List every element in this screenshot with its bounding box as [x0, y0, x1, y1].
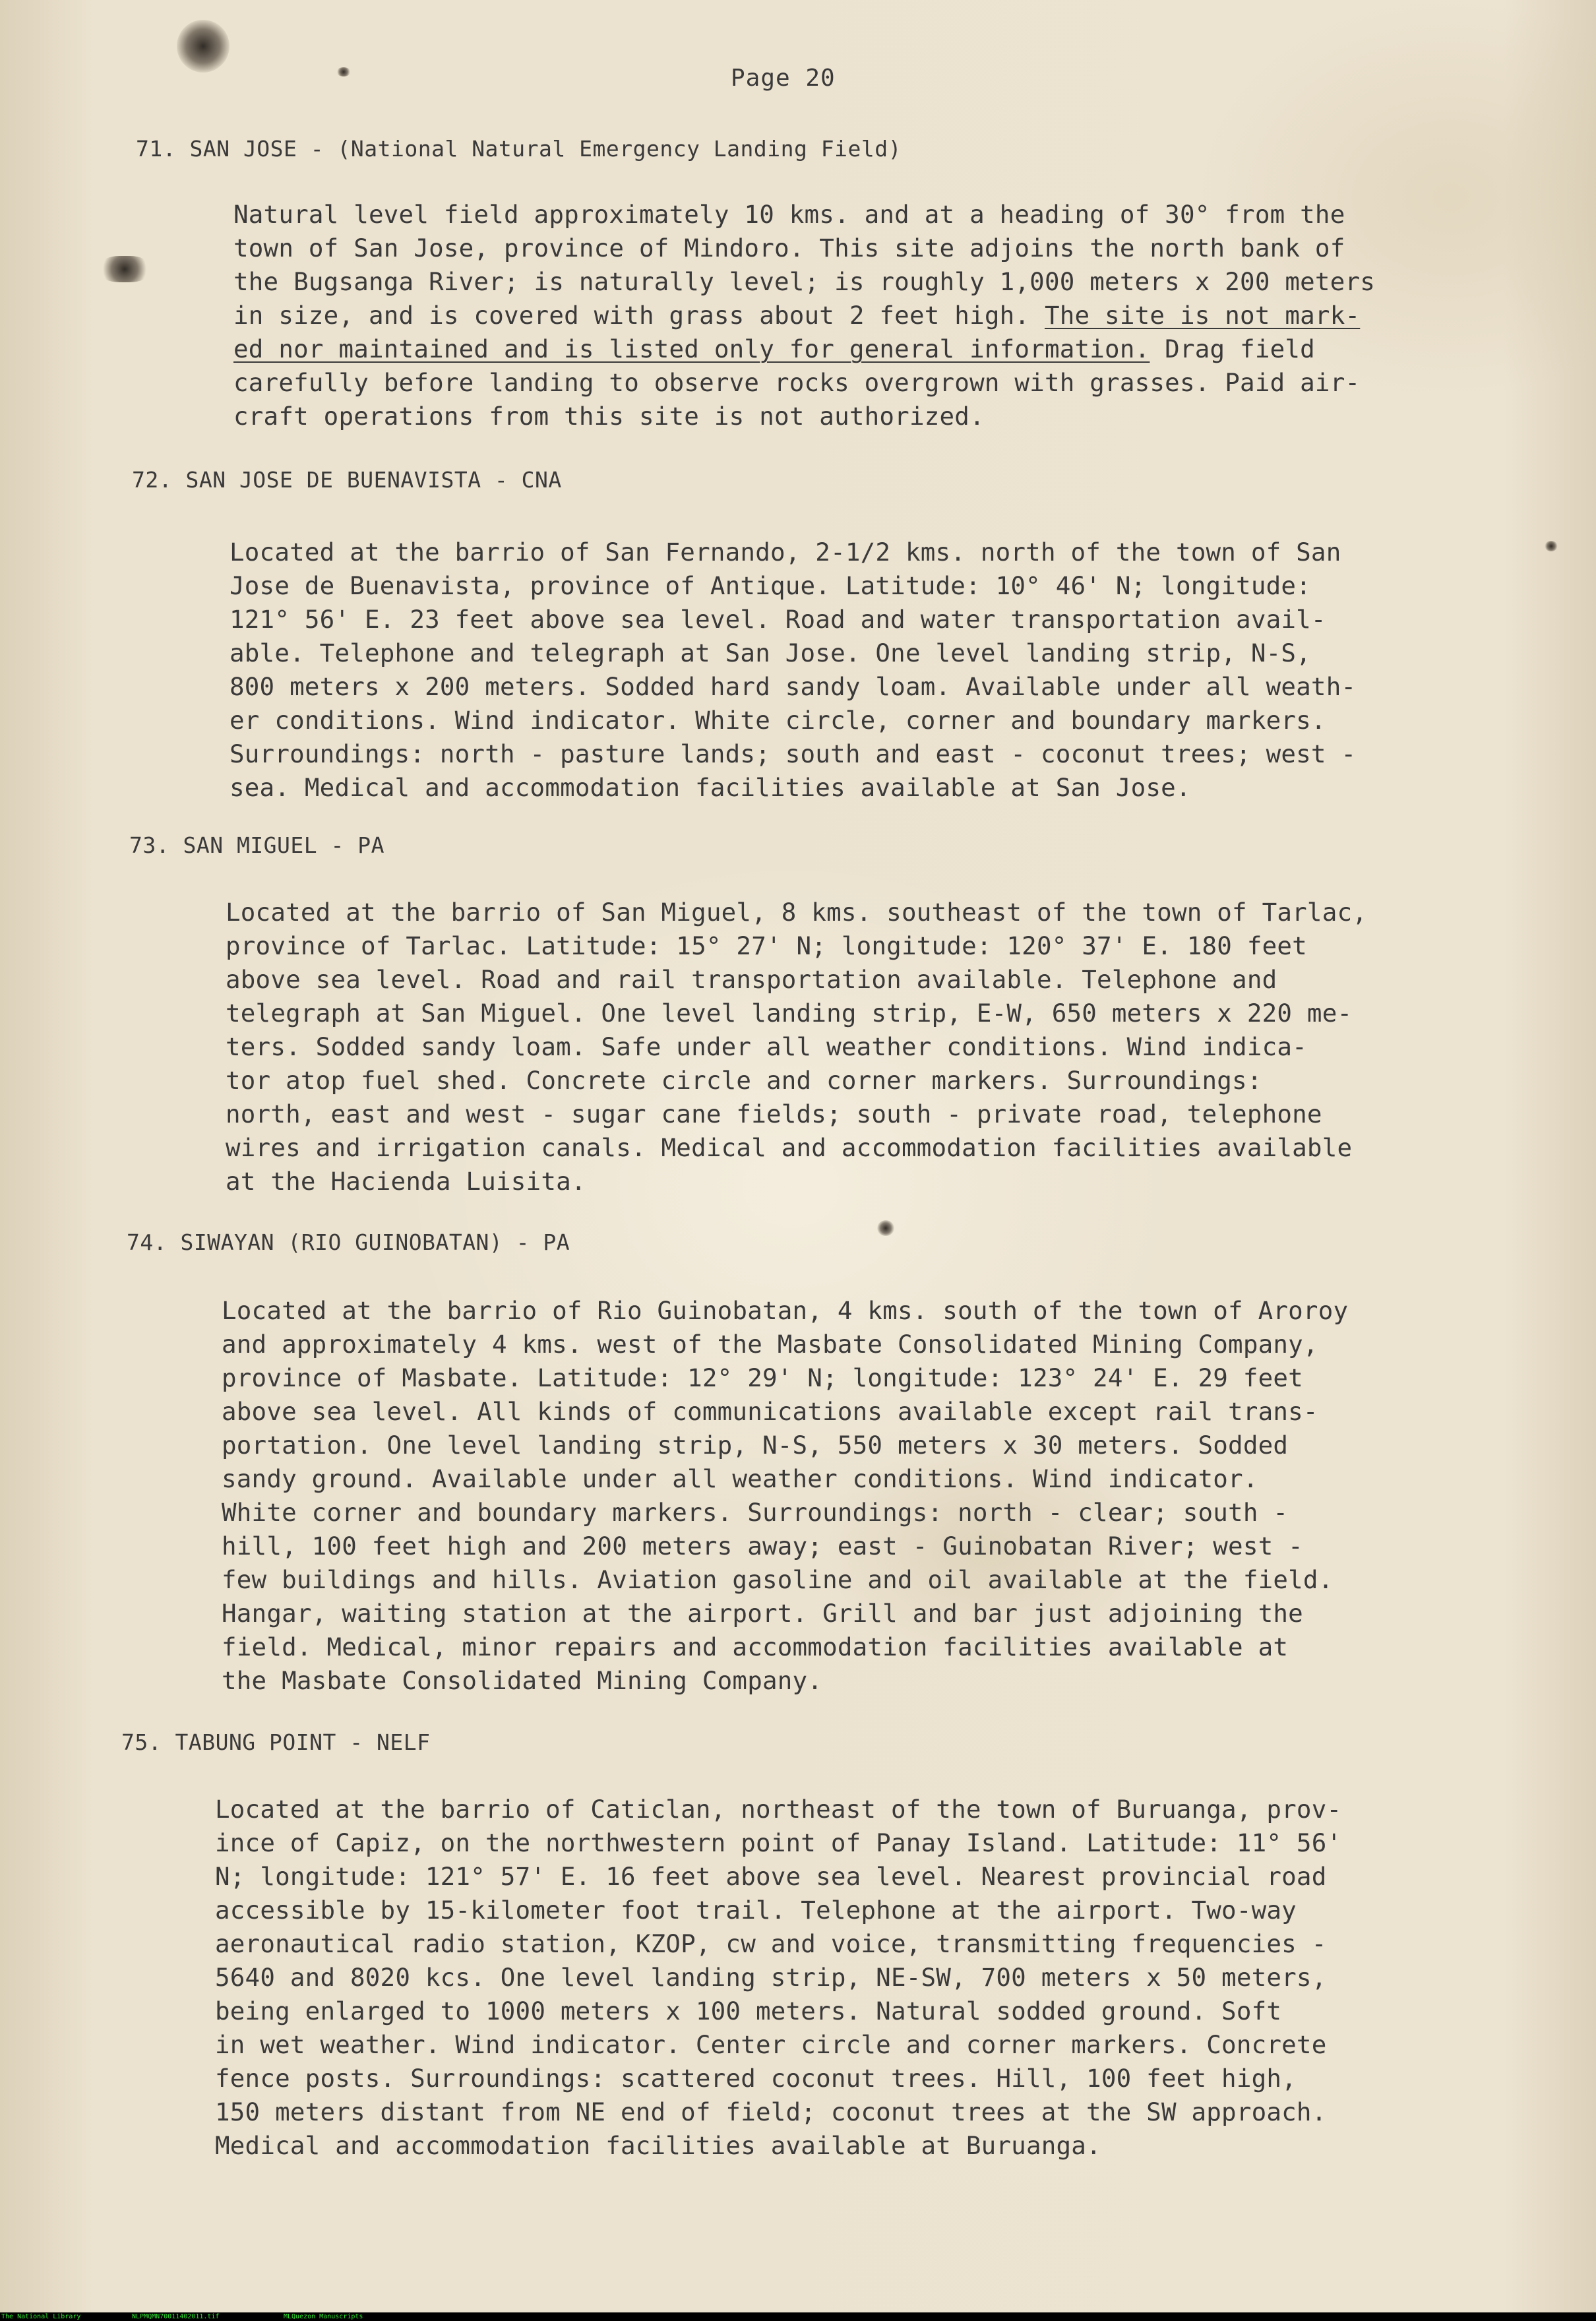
- text-line: Hangar, waiting station at the airport. Grill and bar just adjoining the: [222, 1599, 1303, 1628]
- entry-heading: 71. SAN JOSE - (National Natural Emergency Landing Field): [136, 136, 902, 162]
- footer-library: The National Library: [1, 2313, 81, 2320]
- text-line: the Bugsanga River; is naturally level; is roughly 1,000 meters x 200 meters: [233, 267, 1376, 296]
- entry-body: [222, 1294, 1481, 1698]
- text-line: the Masbate Consolidated Mining Company.: [222, 1666, 823, 1695]
- entry-heading: 72. SAN JOSE DE BUENAVISTA - CNA: [132, 467, 562, 493]
- text-line: Surroundings: north - pasture lands; south and east - coconut trees; west -: [230, 739, 1357, 768]
- text-line: ters. Sodded sandy loam. Safe under all weather conditions. Wind indica-: [226, 1032, 1307, 1061]
- text-line: carefully before landing to observe rocks overgrown with grasses. Paid air-: [233, 368, 1361, 397]
- entry-body: [230, 536, 1476, 805]
- page-number: Page 20: [731, 65, 836, 92]
- ink-stain: [99, 256, 150, 282]
- text-line: few buildings and hills. Aviation gasoline and oil available at the field.: [222, 1565, 1334, 1594]
- text-line: portation. One level landing strip, N-S, 550 meters x 30 meters. Sodded: [222, 1431, 1289, 1460]
- ink-stain: [336, 67, 351, 77]
- text-line: Located at the barrio of San Miguel, 8 kms. southeast of the town of Tarlac,: [226, 898, 1368, 927]
- text-line: field. Medical, minor repairs and accommodation facilities available at: [222, 1632, 1289, 1661]
- text-line: White corner and boundary markers. Surroundings: north - clear; south -: [222, 1498, 1289, 1527]
- archive-footer-bar: [0, 2312, 1596, 2321]
- text-line: in wet weather. Wind indicator. Center circle and corner markers. Concrete: [215, 2030, 1327, 2059]
- entry-heading: 74. SIWAYAN (RIO GUINOBATAN) - PA: [127, 1229, 570, 1255]
- text-line: ince of Capiz, on the northwestern point of Panay Island. Latitude: 11° 56': [215, 1828, 1342, 1857]
- text-line: tor atop fuel shed. Concrete circle and corner markers. Surroundings:: [226, 1066, 1262, 1095]
- text-line: telegraph at San Miguel. One level landing strip, E-W, 650 meters x 220 me-: [226, 999, 1353, 1028]
- entry-body: [233, 198, 1480, 433]
- ink-stain: [177, 20, 230, 73]
- text-line: town of San Jose, province of Mindoro. This site adjoins the north bank of: [233, 233, 1345, 263]
- text-line: er conditions. Wind indicator. White circle, corner and boundary markers.: [230, 706, 1326, 735]
- text-line: 800 meters x 200 meters. Sodded hard sandy loam. Available under all weath-: [230, 672, 1357, 701]
- text-line: Located at the barrio of San Fernando, 2-1/2 kms. north of the town of San: [230, 538, 1341, 567]
- text-line: able. Telephone and telegraph at San Jose. One level landing strip, N-S,: [230, 638, 1311, 667]
- text-line: in size, and is covered with grass about 2 feet high. The site is not mark-: [233, 301, 1361, 330]
- text-line: N; longitude: 121° 57' E. 16 feet above sea level. Nearest provincial road: [215, 1862, 1327, 1891]
- entry-body: [215, 1793, 1481, 2163]
- footer-file-id: NLPMQMN70011402011.tif: [132, 2313, 220, 2320]
- text-line: at the Hacienda Luisita.: [226, 1167, 586, 1196]
- text-line: Medical and accommodation facilities available at Buruanga.: [215, 2131, 1101, 2160]
- ink-stain: [877, 1220, 894, 1236]
- text-line: sandy ground. Available under all weather conditions. Wind indicator.: [222, 1464, 1258, 1493]
- text-line: province of Masbate. Latitude: 12° 29' N; longitude: 123° 24' E. 29 feet: [222, 1363, 1303, 1392]
- footer-collection: MLQuezon Manuscripts: [284, 2313, 363, 2320]
- entry-heading: 75. TABUNG POINT - NELF: [121, 1729, 431, 1755]
- text-line: craft operations from this site is not authorized.: [233, 402, 985, 431]
- text-line: Jose de Buenavista, province of Antique. Latitude: 10° 46' N; longitude:: [230, 571, 1311, 600]
- text-line: accessible by 15-kilometer foot trail. Telephone at the airport. Two-way: [215, 1896, 1297, 1925]
- underlined-passage: ed nor maintained and is listed only for general information.: [233, 334, 1150, 363]
- text-line: Located at the barrio of Caticlan, northeast of the town of Buruanga, prov-: [215, 1795, 1342, 1824]
- text-line: wires and irrigation canals. Medical and accommodation facilities available: [226, 1133, 1353, 1162]
- text-line: province of Tarlac. Latitude: 15° 27' N; longitude: 120° 37' E. 180 feet: [226, 931, 1307, 960]
- text-line: 150 meters distant from NE end of field; coconut trees at the SW approach.: [215, 2097, 1327, 2126]
- text-line: hill, 100 feet high and 200 meters away; east - Guinobatan River; west -: [222, 1532, 1303, 1561]
- text-line: Natural level field approximately 10 kms. and at a heading of 30° from the: [233, 200, 1345, 229]
- text-line: 121° 56' E. 23 feet above sea level. Road and water transportation avail-: [230, 605, 1326, 634]
- entry-heading: 73. SAN MIGUEL - PA: [129, 832, 384, 858]
- text-line: sea. Medical and accommodation facilities available at San Jose.: [230, 773, 1191, 802]
- text-line: fence posts. Surroundings: scattered coconut trees. Hill, 100 feet high,: [215, 2064, 1297, 2093]
- underlined-passage: The site is not mark-: [1044, 301, 1361, 330]
- text-line: above sea level. All kinds of communications available except rail trans-: [222, 1397, 1318, 1426]
- text-line: 5640 and 8020 kcs. One level landing strip, NE-SW, 700 meters x 50 meters,: [215, 1963, 1327, 1992]
- ink-stain: [1545, 541, 1558, 551]
- text-line: being enlarged to 1000 meters x 100 meters. Natural sodded ground. Soft: [215, 1996, 1282, 2026]
- text-line: Located at the barrio of Rio Guinobatan, 4 kms. south of the town of Aroroy: [222, 1296, 1349, 1325]
- entry-body: [226, 896, 1479, 1198]
- text-line: north, east and west - sugar cane fields; south - private road, telephone: [226, 1099, 1322, 1129]
- text-line: above sea level. Road and rail transportation available. Telephone and: [226, 965, 1277, 994]
- text-line: and approximately 4 kms. west of the Masbate Consolidated Mining Company,: [222, 1330, 1318, 1359]
- text-line: aeronautical radio station, KZOP, cw and voice, transmitting frequencies -: [215, 1929, 1327, 1958]
- text-line: ed nor maintained and is listed only for general information. Drag field: [233, 334, 1315, 363]
